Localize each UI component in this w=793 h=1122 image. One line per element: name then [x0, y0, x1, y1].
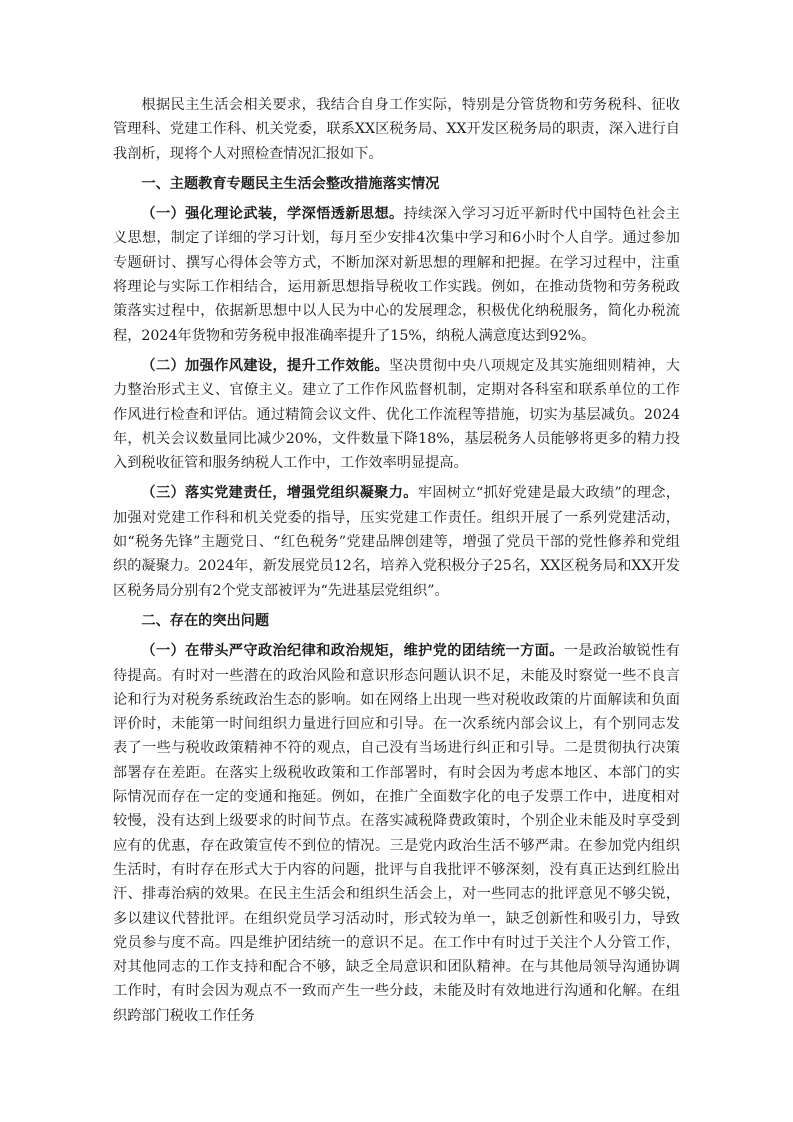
- item-lead: （二）加强作风建设，提升工作效能。: [141, 357, 390, 374]
- item-lead: （一）强化理论武装，学深悟透新思想。: [141, 206, 404, 223]
- section-1-item-3: [113, 481, 680, 602]
- section-2-heading: 二、存在的突出问题: [141, 612, 270, 629]
- document-body: [113, 93, 680, 1028]
- section-1-heading: 一、主题教育专题民主生活会整改措施落实情况: [141, 175, 440, 192]
- item-lead: （三）落实党建责任，增强党组织凝聚力。: [141, 485, 418, 502]
- section-1-item-2: [113, 354, 680, 475]
- item-body: 坚决贯彻中央八项规定及其实施细则精神，大力整治形式主义、官僚主义。建立了工作作风监督机制，定期对各科室和联系单位的工作作风进行检查和评估。通过精简会议文件、优化工作流程等措施，切实为基层减负。2024年，机关会议数量同比减少20%，文件数量下降18%，基层税务人员能够将更多的精力投入到税收征管和服务纳税人工作中，工作效率明显提高。: [113, 357, 680, 472]
- section-1-item-1: [113, 202, 680, 348]
- section-2-item-1: [113, 639, 680, 1028]
- item-lead: （一）在带头严守政治纪律和政治规矩，维护党的团结统一方面。: [141, 643, 564, 660]
- item-body: 一是政治敏锐性有待提高。有时对一些潜在的政治风险和意识形态问题认识不足，未能及时察觉一些不良言论和行为对税务系统政治生态的影响。如在网络上出现一些对税收政策的片面解读和负面评价时，未能第一时间组织力量进行回应和引导。在一次系统内部会议上，有个别同志发表了一些与税收政策精神不符的观点，自己没有当场进行纠正和引导。二是贯彻执行决策部署存在差距。在落实上级税收政策和工作部署时，有时会因为考虑本地区、本部门的实际情况而存在一定的变通和拖延。例如，在推广全面数字化的电子发票工作中，进度相对较慢，没有达到上级要求的时间节点。在落实减税降费政策时，个别企业未能及时享受到应有的优惠，存在政策宣传不到位的情况。三是党内政治生活不够严肃。在参加党内组织生活时，有时存在形式大于内容的问题，批评与自我批评不够深刻，没有真正达到红脸出汗、排毒治病的效果。在民主生活会和组织生活会上，对一些同志的批评意见不够尖锐，多以建议代替批评。在组织党员学习活动时，形式较为单一，缺乏创新性和吸引力，导致党员参与度不高。四是维护团结统一的意识不足。在工作中有时过于关注个人分管工作，对其他同志的工作支持和配合不够，缺乏全局意识和团队精神。在与其他局领导沟通协调工作时，有时会因为观点不一致而产生一些分歧，未能及时有效地进行沟通和化解。在组织跨部门税收工作任务: [113, 643, 680, 1024]
- item-body: 持续深入学习习近平新时代中国特色社会主义思想，制定了详细的学习计划，每月至少安排4次集中学习和6小时个人自学。通过参加专题研讨、撰写心得体会等方式，不断加深对新思想的理解和把握。在学习过程中，注重将理论与实际工作相结合，运用新思想指导税收工作实践。例如，在推动货物和劳务税政策落实过程中，依据新思想中以人民为中心的发展理念，积极优化纳税服务，简化办税流程，2024年货物和劳务税申报准确率提升了15%，纳税人满意度达到92%。: [113, 206, 680, 344]
- item-body: 牢固树立“抓好党建是最大政绩”的理念，加强对党建工作科和机关党委的指导，压实党建工作责任。组织开展了一系列党建活动，如“税务先锋”主题党日、“红色税务”党建品牌创建等，增强了党员干部的党性修养和党组织的凝聚力。2024年，新发展党员12名，培养入党积极分子25名，XX区税务局和XX开发区税务局分别有2个党支部被评为“先进基层党组织”。: [113, 485, 680, 599]
- intro-paragraph: 根据民主生活会相关要求，我结合自身工作实际，特别是分管货物和劳务税科、征收管理科、党建工作科、机关党委，联系XX区税务局、XX开发区税务局的职责，深入进行自我剖析，现将个人对照检查情况汇报如下。: [113, 97, 680, 162]
